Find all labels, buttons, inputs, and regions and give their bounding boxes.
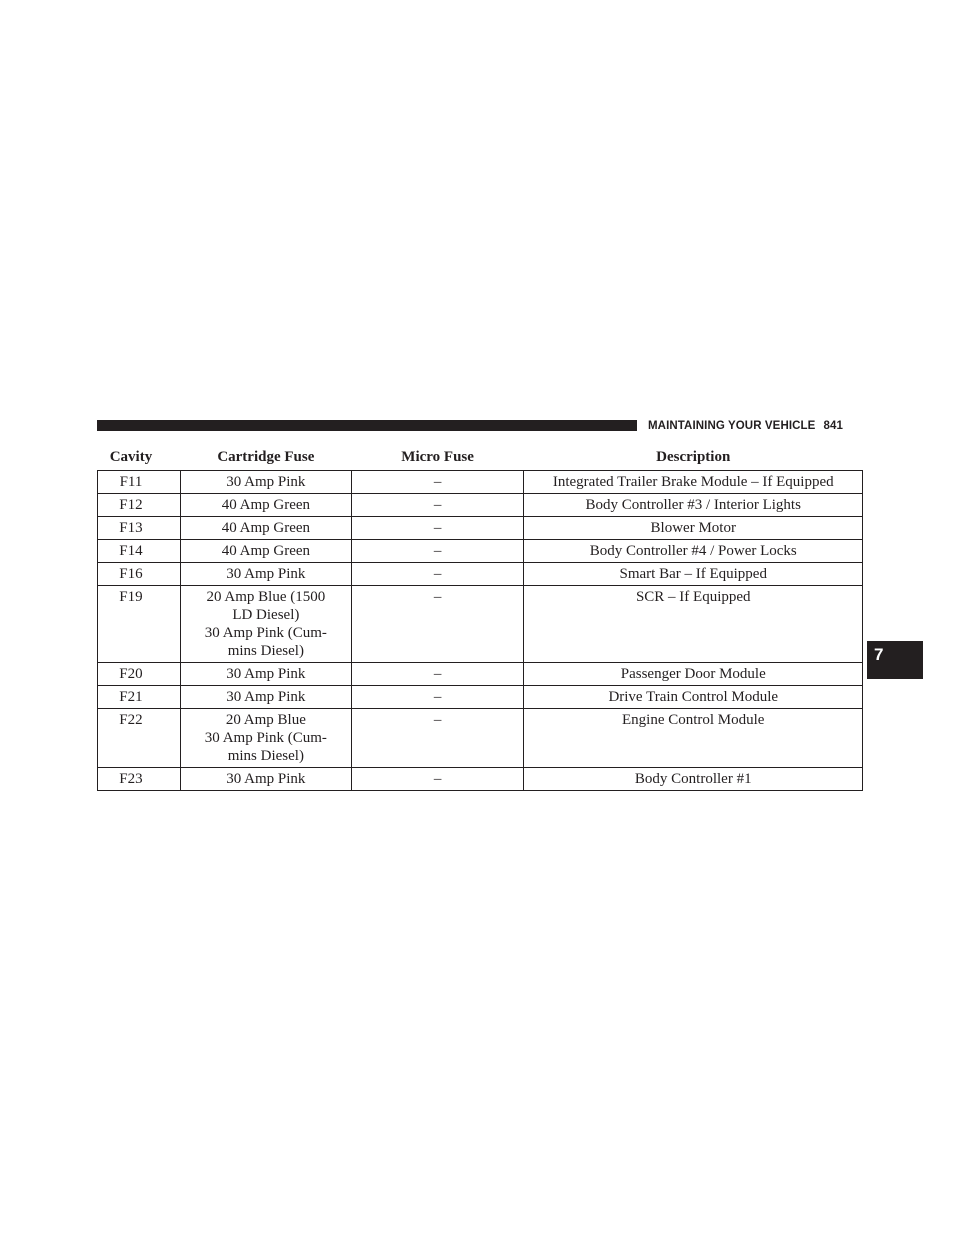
- column-header-cavity: Cavity: [98, 444, 181, 471]
- page-number: 841: [823, 420, 843, 432]
- cavity-cell: F12: [98, 494, 181, 517]
- table-body: [98, 471, 863, 791]
- description-cell: Passenger Door Module: [524, 663, 863, 686]
- description-cell: Integrated Trailer Brake Module – If Equipped: [524, 471, 863, 494]
- cartridge-fuse-line: mins Diesel): [227, 748, 304, 764]
- cartridge-fuse-line: 20 Amp Blue (1500: [206, 589, 326, 605]
- micro-fuse-cell: –: [351, 709, 524, 768]
- table-row: [98, 663, 863, 686]
- cartridge-fuse-cell: [180, 563, 351, 586]
- cartridge-fuse-cell: [180, 517, 351, 540]
- section-title: MAINTAINING YOUR VEHICLE: [648, 420, 816, 432]
- cartridge-fuse-line: 30 Amp Pink: [226, 566, 306, 582]
- table-row: [98, 709, 863, 768]
- header-rule: [97, 420, 637, 431]
- table-row: [98, 686, 863, 709]
- cartridge-fuse-cell: [180, 663, 351, 686]
- cartridge-fuse-line: mins Diesel): [227, 643, 304, 659]
- cartridge-fuse-cell: [180, 686, 351, 709]
- cartridge-fuse-line: 20 Amp Blue: [225, 712, 306, 728]
- cartridge-fuse-line: 40 Amp Green: [221, 497, 311, 513]
- cartridge-fuse-line: 30 Amp Pink: [226, 689, 306, 705]
- cartridge-fuse-line: LD Diesel): [232, 607, 300, 623]
- description-cell: Blower Motor: [524, 517, 863, 540]
- description-cell: Body Controller #4 / Power Locks: [524, 540, 863, 563]
- table-row: [98, 471, 863, 494]
- column-header-micro-fuse: Micro Fuse: [351, 444, 524, 471]
- table-header-row: [98, 444, 863, 471]
- table-row: [98, 586, 863, 663]
- cartridge-fuse-line: 30 Amp Pink (Cum-: [204, 625, 327, 641]
- micro-fuse-cell: –: [351, 563, 524, 586]
- micro-fuse-cell: –: [351, 663, 524, 686]
- micro-fuse-cell: –: [351, 540, 524, 563]
- table-row: [98, 563, 863, 586]
- description-cell: Body Controller #1: [524, 768, 863, 791]
- cartridge-fuse-line: 30 Amp Pink: [226, 771, 306, 787]
- running-header: [648, 418, 843, 434]
- chapter-tab: [867, 641, 923, 679]
- description-cell: Body Controller #3 / Interior Lights: [524, 494, 863, 517]
- cavity-cell: F14: [98, 540, 181, 563]
- description-cell: Drive Train Control Module: [524, 686, 863, 709]
- micro-fuse-cell: –: [351, 686, 524, 709]
- fuse-table: [97, 444, 863, 791]
- chapter-number: 7: [874, 645, 884, 664]
- cavity-cell: F11: [98, 471, 181, 494]
- column-header-cartridge-fuse: Cartridge Fuse: [180, 444, 351, 471]
- cartridge-fuse-line: 30 Amp Pink (Cum-: [204, 730, 327, 746]
- cartridge-fuse-line: 40 Amp Green: [221, 520, 311, 536]
- cavity-cell: F20: [98, 663, 181, 686]
- cartridge-fuse-cell: [180, 494, 351, 517]
- cartridge-fuse-line: 30 Amp Pink: [226, 474, 306, 490]
- cavity-cell: F22: [98, 709, 181, 768]
- micro-fuse-cell: –: [351, 517, 524, 540]
- cartridge-fuse-line: 30 Amp Pink: [226, 666, 306, 682]
- table-row: [98, 517, 863, 540]
- cartridge-fuse-cell: [180, 540, 351, 563]
- cartridge-fuse-cell: [180, 709, 351, 768]
- table-row: [98, 494, 863, 517]
- cartridge-fuse-cell: [180, 471, 351, 494]
- cartridge-fuse-cell: [180, 768, 351, 791]
- cavity-cell: F13: [98, 517, 181, 540]
- column-header-description: Description: [524, 444, 863, 471]
- description-cell: Smart Bar – If Equipped: [524, 563, 863, 586]
- table-row: [98, 540, 863, 563]
- cartridge-fuse-line: 40 Amp Green: [221, 543, 311, 559]
- description-cell: SCR – If Equipped: [524, 586, 863, 663]
- cartridge-fuse-cell: [180, 586, 351, 663]
- cavity-cell: F16: [98, 563, 181, 586]
- micro-fuse-cell: –: [351, 768, 524, 791]
- micro-fuse-cell: –: [351, 494, 524, 517]
- cavity-cell: F21: [98, 686, 181, 709]
- description-cell: Engine Control Module: [524, 709, 863, 768]
- micro-fuse-cell: –: [351, 586, 524, 663]
- table-row: [98, 768, 863, 791]
- cavity-cell: F19: [98, 586, 181, 663]
- micro-fuse-cell: –: [351, 471, 524, 494]
- cavity-cell: F23: [98, 768, 181, 791]
